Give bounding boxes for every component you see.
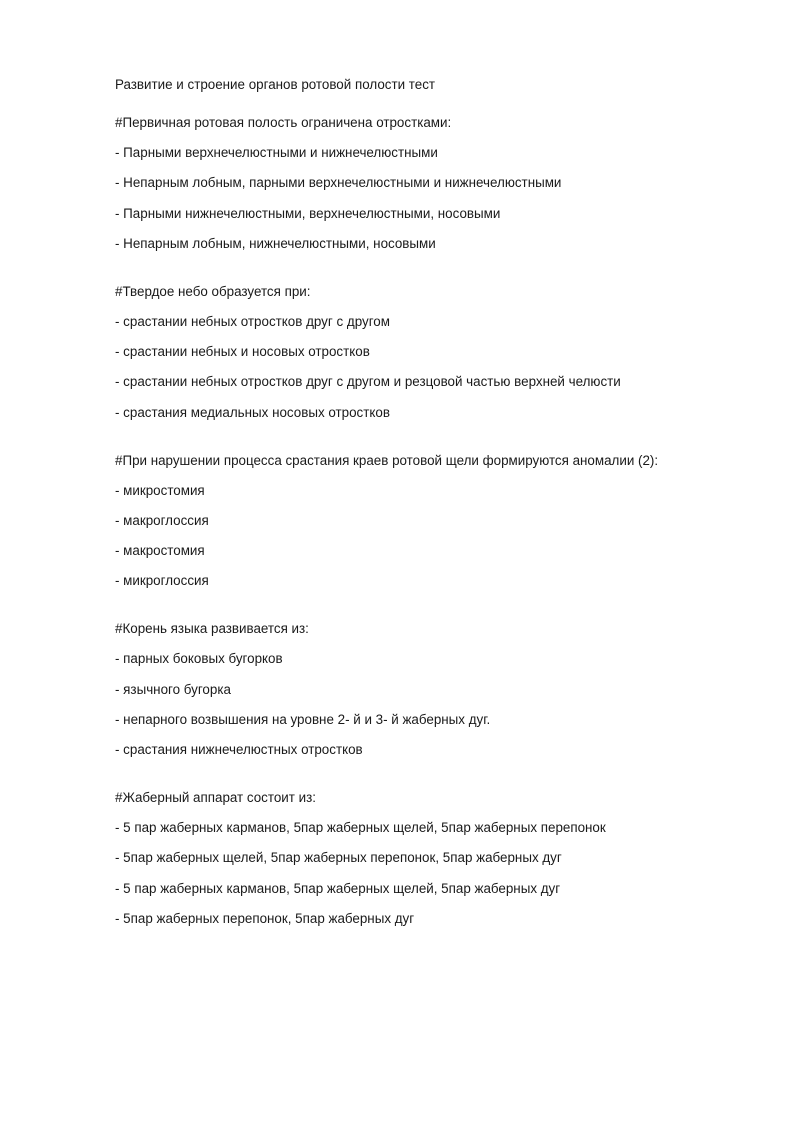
question-text: #Жаберный аппарат состоит из:	[115, 790, 316, 805]
answer-option: - макростомия	[115, 543, 205, 559]
document-page	[115, 76, 735, 940]
question-block-5	[115, 789, 735, 928]
answer-option: - Непарным лобным, нижнечелюстными, носовыми	[115, 235, 436, 251]
answer-option: - 5 пар жаберных карманов, 5пар жаберных щелей, 5пар жаберных дуг	[115, 880, 561, 896]
answer-option: - срастания нижнечелюстных отростков	[115, 742, 363, 757]
question-text: #Корень языка развивается из:	[115, 621, 309, 637]
answer-option: - микростомия	[115, 482, 205, 498]
answer-option: - срастания медиальных носовых отростков	[115, 404, 390, 420]
answer-option: - язычного бугорка	[115, 681, 231, 697]
document-title: Развитие и строение органов ротовой полости тест	[115, 77, 436, 92]
answer-option: - Непарным лобным, парными верхнечелюстными и нижнечелюстными	[115, 175, 562, 191]
question-block-2	[115, 283, 735, 422]
answer-option: - 5пар жаберных перепонок, 5пар жаберных дуг	[115, 910, 415, 926]
answer-option: - Парными нижнечелюстными, верхнечелюстными, носовыми	[115, 205, 501, 221]
question-text: #При нарушении процесса срастания краев ротовой щели формируются аномалии (2):	[115, 452, 659, 468]
question-text: #Твердое небо образуется при:	[115, 283, 311, 299]
question-text: #Первичная ротовая полость ограничена отростками:	[115, 115, 452, 130]
answer-option: - срастании небных отростков друг с другом	[115, 313, 390, 329]
question-block-1	[115, 114, 735, 253]
answer-option: - срастании небных отростков друг с другом и резцовой частью верхней челюсти	[115, 374, 621, 390]
answer-option: - Парными верхнечелюстными и нижнечелюстными	[115, 145, 438, 161]
answer-option: - срастании небных и носовых отростков	[115, 344, 370, 360]
answer-option: - микроглоссия	[115, 573, 209, 589]
answer-option: - парных боковых бугорков	[115, 651, 283, 667]
answer-option: - непарного возвышения на уровне 2- й и 3- й жаберных дуг.	[115, 711, 491, 727]
question-block-4	[115, 620, 735, 759]
question-block-3	[115, 452, 735, 591]
answer-option: - 5 пар жаберных карманов, 5пар жаберных щелей, 5пар жаберных перепонок	[115, 820, 606, 836]
answer-option: - макроглоссия	[115, 512, 209, 528]
answer-option: - 5пар жаберных щелей, 5пар жаберных перепонок, 5пар жаберных дуг	[115, 850, 562, 866]
